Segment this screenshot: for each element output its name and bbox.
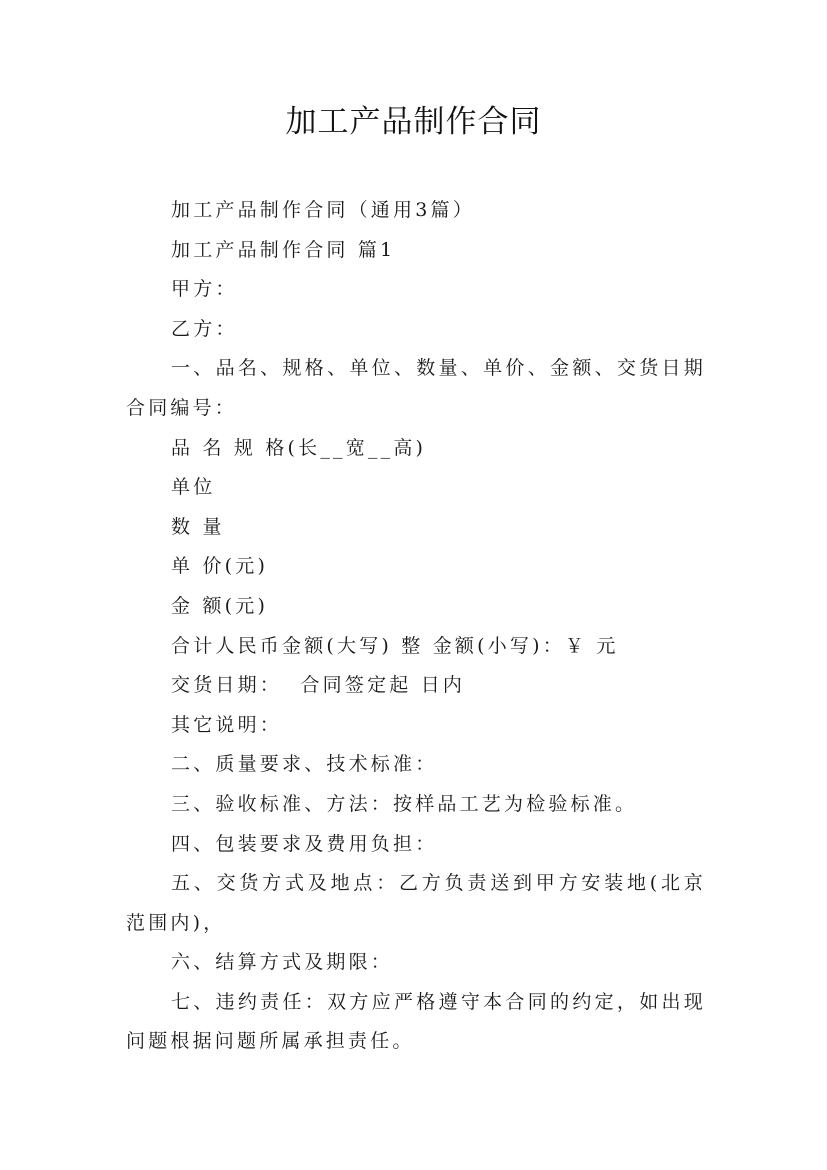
clause-2: 二、质量要求、技术标准：: [171, 753, 438, 776]
clause-4: 四、包装要求及费用负担：: [171, 832, 438, 855]
clause-5: 五、交货方式及地点：乙方负责送到甲方安装地(北京范围内)，: [126, 872, 706, 934]
clause-6: 六、结算方式及期限：: [171, 951, 394, 974]
document-body: [126, 191, 706, 1062]
party-a-line: 甲方：: [171, 278, 238, 301]
field-total: 合计人民币金额(大写) 整 金额(小写)：￥ 元: [171, 634, 619, 657]
section-heading: 加工产品制作合同 篇1: [171, 238, 396, 261]
field-other-notes: 其它说明：: [171, 713, 283, 736]
subtitle-paragraph: 加工产品制作合同（通用3篇）: [171, 199, 475, 221]
field-amount: 金 额(元): [171, 594, 269, 617]
field-delivery-date: 交货日期： 合同签定起 日内: [171, 674, 466, 697]
party-b-line: 乙方：: [171, 317, 238, 340]
document-title: 加工产品制作合同: [285, 104, 542, 140]
field-unit-price: 单 价(元): [171, 555, 269, 578]
clause-1: 一、品名、规格、单位、数量、单价、金额、交货日期合同编号：: [126, 357, 706, 419]
clause-7: 七、违约责任：双方应严格遵守本合同的约定，如出现问题根据问题所属承担责任。: [126, 990, 706, 1053]
field-unit: 单位: [171, 476, 216, 499]
field-quantity: 数 量: [171, 515, 225, 538]
clause-3: 三、验收标准、方法：按样品工艺为检验标准。: [171, 792, 638, 815]
field-product-spec: 品 名 规 格(长__宽__高): [171, 436, 427, 459]
